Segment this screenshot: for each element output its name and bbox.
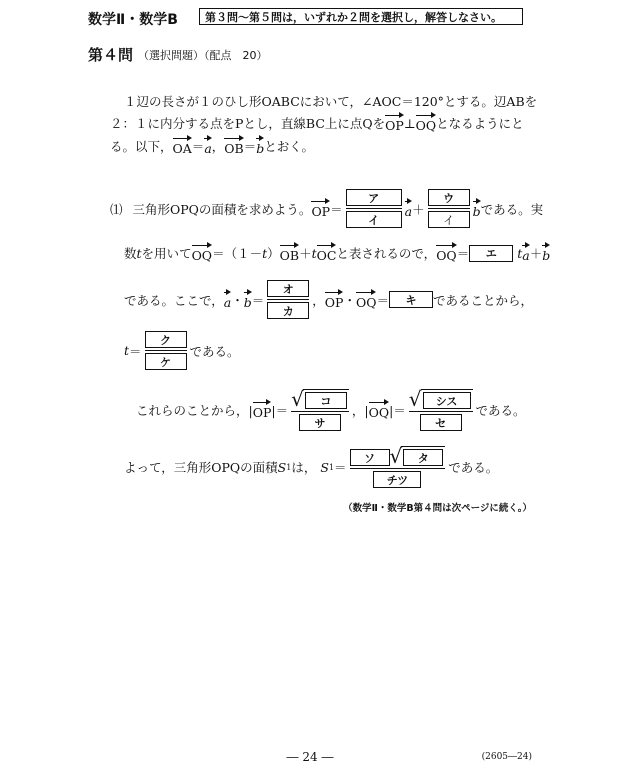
part1-line-5: これらのことから，| OP |＝ √ コ サ ，| OQ |＝ √ シス セ である。: [136, 387, 526, 430]
intro-line-2: ２：１に内分する点をPとし，直線BC上に点Qを OP ⊥ OQ となるようにと: [110, 113, 524, 133]
fraction-o-over-ka: [267, 280, 309, 319]
part1-line-6: よって，三角形OPQの面積 S 1 は， S 1 ＝ ソ √ タ チツ である。: [124, 444, 499, 487]
vector-ob: OB: [224, 136, 243, 156]
answer-box-ka[interactable]: カ: [267, 302, 309, 319]
instruction-box: [199, 8, 523, 25]
vector-oq: OQ: [416, 113, 437, 133]
intro-line-3: る。以下， OA ＝ a ， OB ＝ b とおく。: [110, 136, 314, 156]
answer-box-ki[interactable]: キ: [389, 291, 433, 308]
vector-b: b: [244, 290, 252, 310]
fraction-so-sqrt-ta-over-chitsu: [350, 446, 446, 488]
fraction-sqrt-ko-over-sa: [291, 389, 349, 431]
answer-box-chitsu[interactable]: チツ: [373, 471, 421, 488]
answer-box-o[interactable]: オ: [267, 280, 309, 297]
vector-a: a: [405, 199, 412, 219]
vector-op: OP: [311, 199, 330, 219]
page-number: ― 24 ―: [286, 750, 334, 764]
answer-box-a[interactable]: ア: [346, 189, 402, 206]
part1-line-1: ⑴ 三角形OPQの面積を求めよう。 OP ＝ $\frac{\text{ア}}{\text{イ}}$ a ＋ $\frac{\text{ウ}}{\text{イ}}$ b である。実: [110, 189, 543, 228]
vector-b: b: [256, 136, 264, 156]
answer-box-u[interactable]: ウ: [428, 189, 470, 206]
fraction-u-over-i: [428, 189, 470, 228]
instruction-text: 第３問～第５問は，いずれか２問を選択し，解答しなさい。: [205, 10, 502, 24]
vector-a: a: [224, 290, 231, 310]
vector-ob: OB: [280, 243, 299, 263]
vector-op: OP: [253, 400, 272, 420]
fraction-ku-over-ke: [145, 331, 187, 370]
sqrt-symbol: √ コ: [291, 389, 349, 409]
sqrt-symbol: √ シス: [409, 389, 473, 409]
problem-note: （選択問題）（配点 20）: [138, 49, 268, 62]
page-code: (2605―24): [481, 752, 532, 762]
part1-label: ⑴: [110, 201, 123, 217]
answer-box-sa[interactable]: サ: [299, 414, 341, 431]
answer-box-e[interactable]: エ: [469, 245, 513, 262]
fraction-sqrt-shisu-over-se: [409, 389, 473, 431]
vector-oq: OQ: [192, 243, 213, 263]
answer-box-shisu[interactable]: シス: [423, 392, 471, 409]
answer-box-ko[interactable]: コ: [305, 392, 347, 409]
part1-line-3: である。ここで， a ・ b ＝ $\frac{\text{オ}}{\text{カ}}$ ， OP ・ OQ ＝ キ であることから，: [124, 280, 533, 319]
answer-box-so[interactable]: ソ: [350, 449, 390, 466]
vector-op: OP: [385, 113, 404, 133]
vector-b: b: [473, 199, 481, 219]
answer-box-i[interactable]: イ: [346, 211, 402, 228]
vector-op: OP: [325, 290, 344, 310]
subject-title: 数学Ⅱ・数学B: [88, 12, 178, 28]
continued-note: （数学Ⅱ・数学B第４問は次ページに続く。）: [343, 503, 532, 514]
answer-box-ku[interactable]: ク: [145, 331, 187, 348]
vector-a: a: [522, 243, 529, 263]
vector-oc: OC: [317, 243, 337, 263]
vector-b: b: [542, 243, 550, 263]
problem-title: 第４問: [88, 46, 134, 64]
fraction-a-over-i: [346, 189, 402, 228]
vector-oq: OQ: [369, 400, 390, 420]
vector-a: a: [204, 136, 211, 156]
sqrt-symbol: √ タ: [390, 446, 446, 466]
vector-oq: OQ: [356, 290, 377, 310]
vector-oq: OQ: [436, 243, 457, 263]
answer-box-ta[interactable]: タ: [403, 449, 443, 466]
part1-line-2: 数 t を用いて OQ ＝（１－ t ） OB ＋ t OC と表されるので， OQ ＝ エ t a ＋ b: [124, 243, 550, 263]
answer-box-se[interactable]: セ: [420, 414, 462, 431]
intro-line-1: １辺の長さが１のひし形OABCにおいて，∠AOC＝120°とする。辺ABを: [124, 94, 538, 109]
answer-box-i-repeat: イ: [428, 211, 470, 228]
vector-oa: OA: [173, 136, 192, 156]
part1-line-4: t ＝ $\frac{\text{ク}}{\text{ケ}}$ である。: [124, 331, 240, 370]
answer-box-ke[interactable]: ケ: [145, 353, 187, 370]
